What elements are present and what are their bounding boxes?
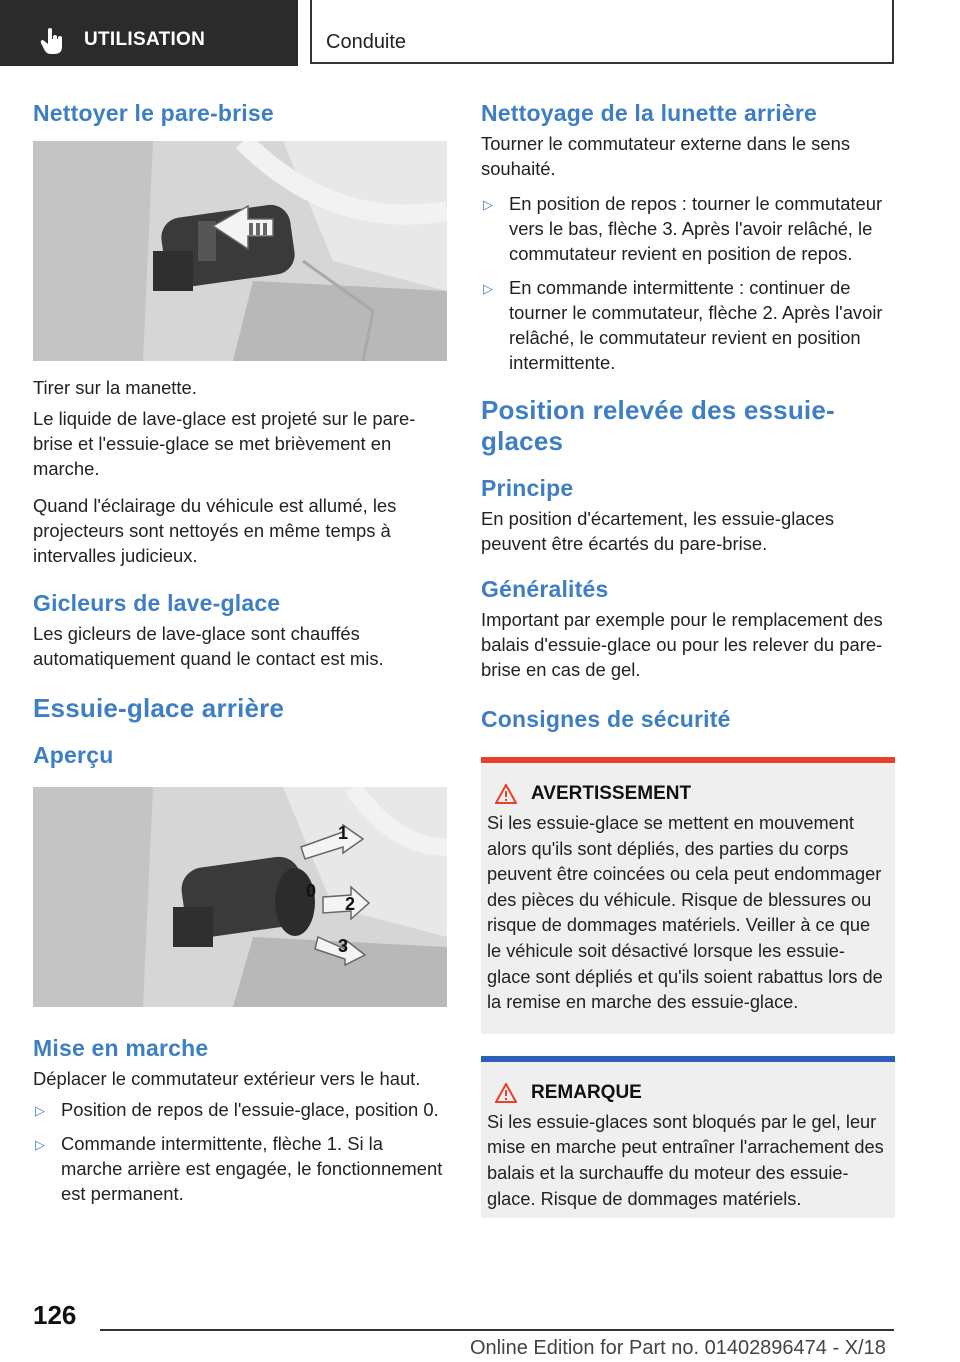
bullet-text: Commande intermittente, flèche 1. Si la marche arrière est engagée, le fonctionnement est permanent. (61, 1133, 443, 1204)
warning-text: Si les essuie-glace se mettent en mouvement alors qu'ils sont dépliés, des parties du corps peuvent être coincées ou cela peut endommager des pièces du véhicule. Risque de blessures ou risque de dommages matériels. Veiller à ce que le véhicule soit désactivé lorsque les essuie-glace sont dépliés et qu'ils soient rabattus lors de la remise en marche des essuie-glace. (487, 813, 883, 1013)
heading-apercu: Aperçu (33, 742, 114, 768)
subsection-title: Conduite (326, 31, 407, 53)
heading-mise-en-marche: Mise en marche (33, 1035, 209, 1061)
position-label-0: 0 (306, 881, 317, 901)
warning-title: AVERTISSEMENT (531, 783, 692, 804)
section-title: UTILISATION (84, 29, 206, 50)
warning-header (495, 783, 885, 805)
text-generalites: Important par exemple pour le remplacement des balais d'essuie-glace ou pour les relever du pare-brise en cas de gel. (481, 609, 883, 680)
note-title: REMARQUE (531, 1081, 642, 1103)
text-deplacer: Déplacer le commutateur extérieur vers le haut. (33, 1068, 421, 1089)
triangle-bullet-icon: ▷ (35, 1137, 45, 1152)
section-tab (0, 0, 298, 66)
triangle-bullet-icon: ▷ (35, 1103, 45, 1118)
rear-wiper-photo (33, 787, 447, 1007)
note-header (495, 1082, 885, 1104)
heading-consignes: Consignes de sécurité (481, 706, 731, 732)
heading-nettoyer: Nettoyer le pare-brise (33, 100, 274, 126)
footer-rule (100, 1329, 894, 1331)
heading-lunette: Nettoyage de la lunette arrière (481, 100, 817, 126)
bullet-list-mise (33, 1097, 447, 1206)
list-item (481, 275, 895, 375)
warning-box (481, 757, 895, 1034)
text-liquide: Le liquide de lave-glace est projeté sur le pare-brise et l'essuie-glace se met brièvement en marche. (33, 408, 416, 479)
bullet-text: En position de repos : tourner le commutateur vers le bas, flèche 3. Après l'avoir relâché, le commutateur revient en position de repos. (509, 193, 883, 264)
arrow-label-3: 3 (338, 936, 349, 956)
note-text: Si les essuie-glaces sont bloqués par le gel, leur mise en marche peut entraîner l'arrachement des balais et la surchauffe du moteur des essuie-glace. Risque de dommages matériels. (487, 1111, 884, 1209)
heading-gicleurs: Gicleurs de lave-glace (33, 590, 281, 616)
list-item (33, 1097, 447, 1122)
triangle-bullet-icon: ▷ (483, 281, 493, 296)
bullet-text: En commande intermittente : continuer de tourner le commutateur, flèche 2. Après l'avoir relâché, le commutateur revient en position intermittente. (509, 277, 883, 373)
edition-footer: Online Edition for Part no. 01402896474 - X/18 (470, 1337, 886, 1359)
text-tourner: Tourner le commutateur externe dans le sens souhaité. (481, 133, 851, 179)
text-principe: En position d'écartement, les essuie-glaces peuvent être écartés du pare-brise. (481, 508, 835, 554)
note-box (481, 1056, 895, 1218)
list-item (481, 191, 895, 266)
bullet-list-lunette (481, 191, 895, 375)
arrow-label-2: 2 (345, 894, 356, 914)
caution-triangle-icon (495, 1083, 517, 1103)
triangle-bullet-icon: ▷ (483, 197, 493, 212)
left-column (33, 100, 447, 1218)
heading-essuie-arriere: Essuie-glace arrière (33, 693, 285, 723)
heading-principe: Principe (481, 475, 574, 501)
hand-pointer-icon (40, 27, 66, 55)
warning-triangle-icon (495, 784, 517, 804)
right-column (481, 100, 895, 1218)
bullet-text: Position de repos de l'essuie-glace, position 0. (61, 1099, 439, 1120)
heading-generalites: Généralités (481, 576, 609, 602)
arrow-label-1: 1 (338, 823, 349, 843)
page-number: 126 (33, 1300, 77, 1330)
list-item (33, 1131, 447, 1206)
text-eclairage: Quand l'éclairage du véhicule est allumé, les projecteurs sont nettoyés en même temps à intervalles judicieux. (33, 495, 397, 566)
wiper-stalk-photo (33, 141, 447, 361)
heading-position-relevee: Position relevée des essuie-glaces (481, 395, 835, 456)
text-tirer: Tirer sur la manette. (33, 377, 197, 398)
text-gicleurs: Les gicleurs de lave-glace sont chauffés automatiquement quand le contact est mis. (33, 623, 384, 669)
